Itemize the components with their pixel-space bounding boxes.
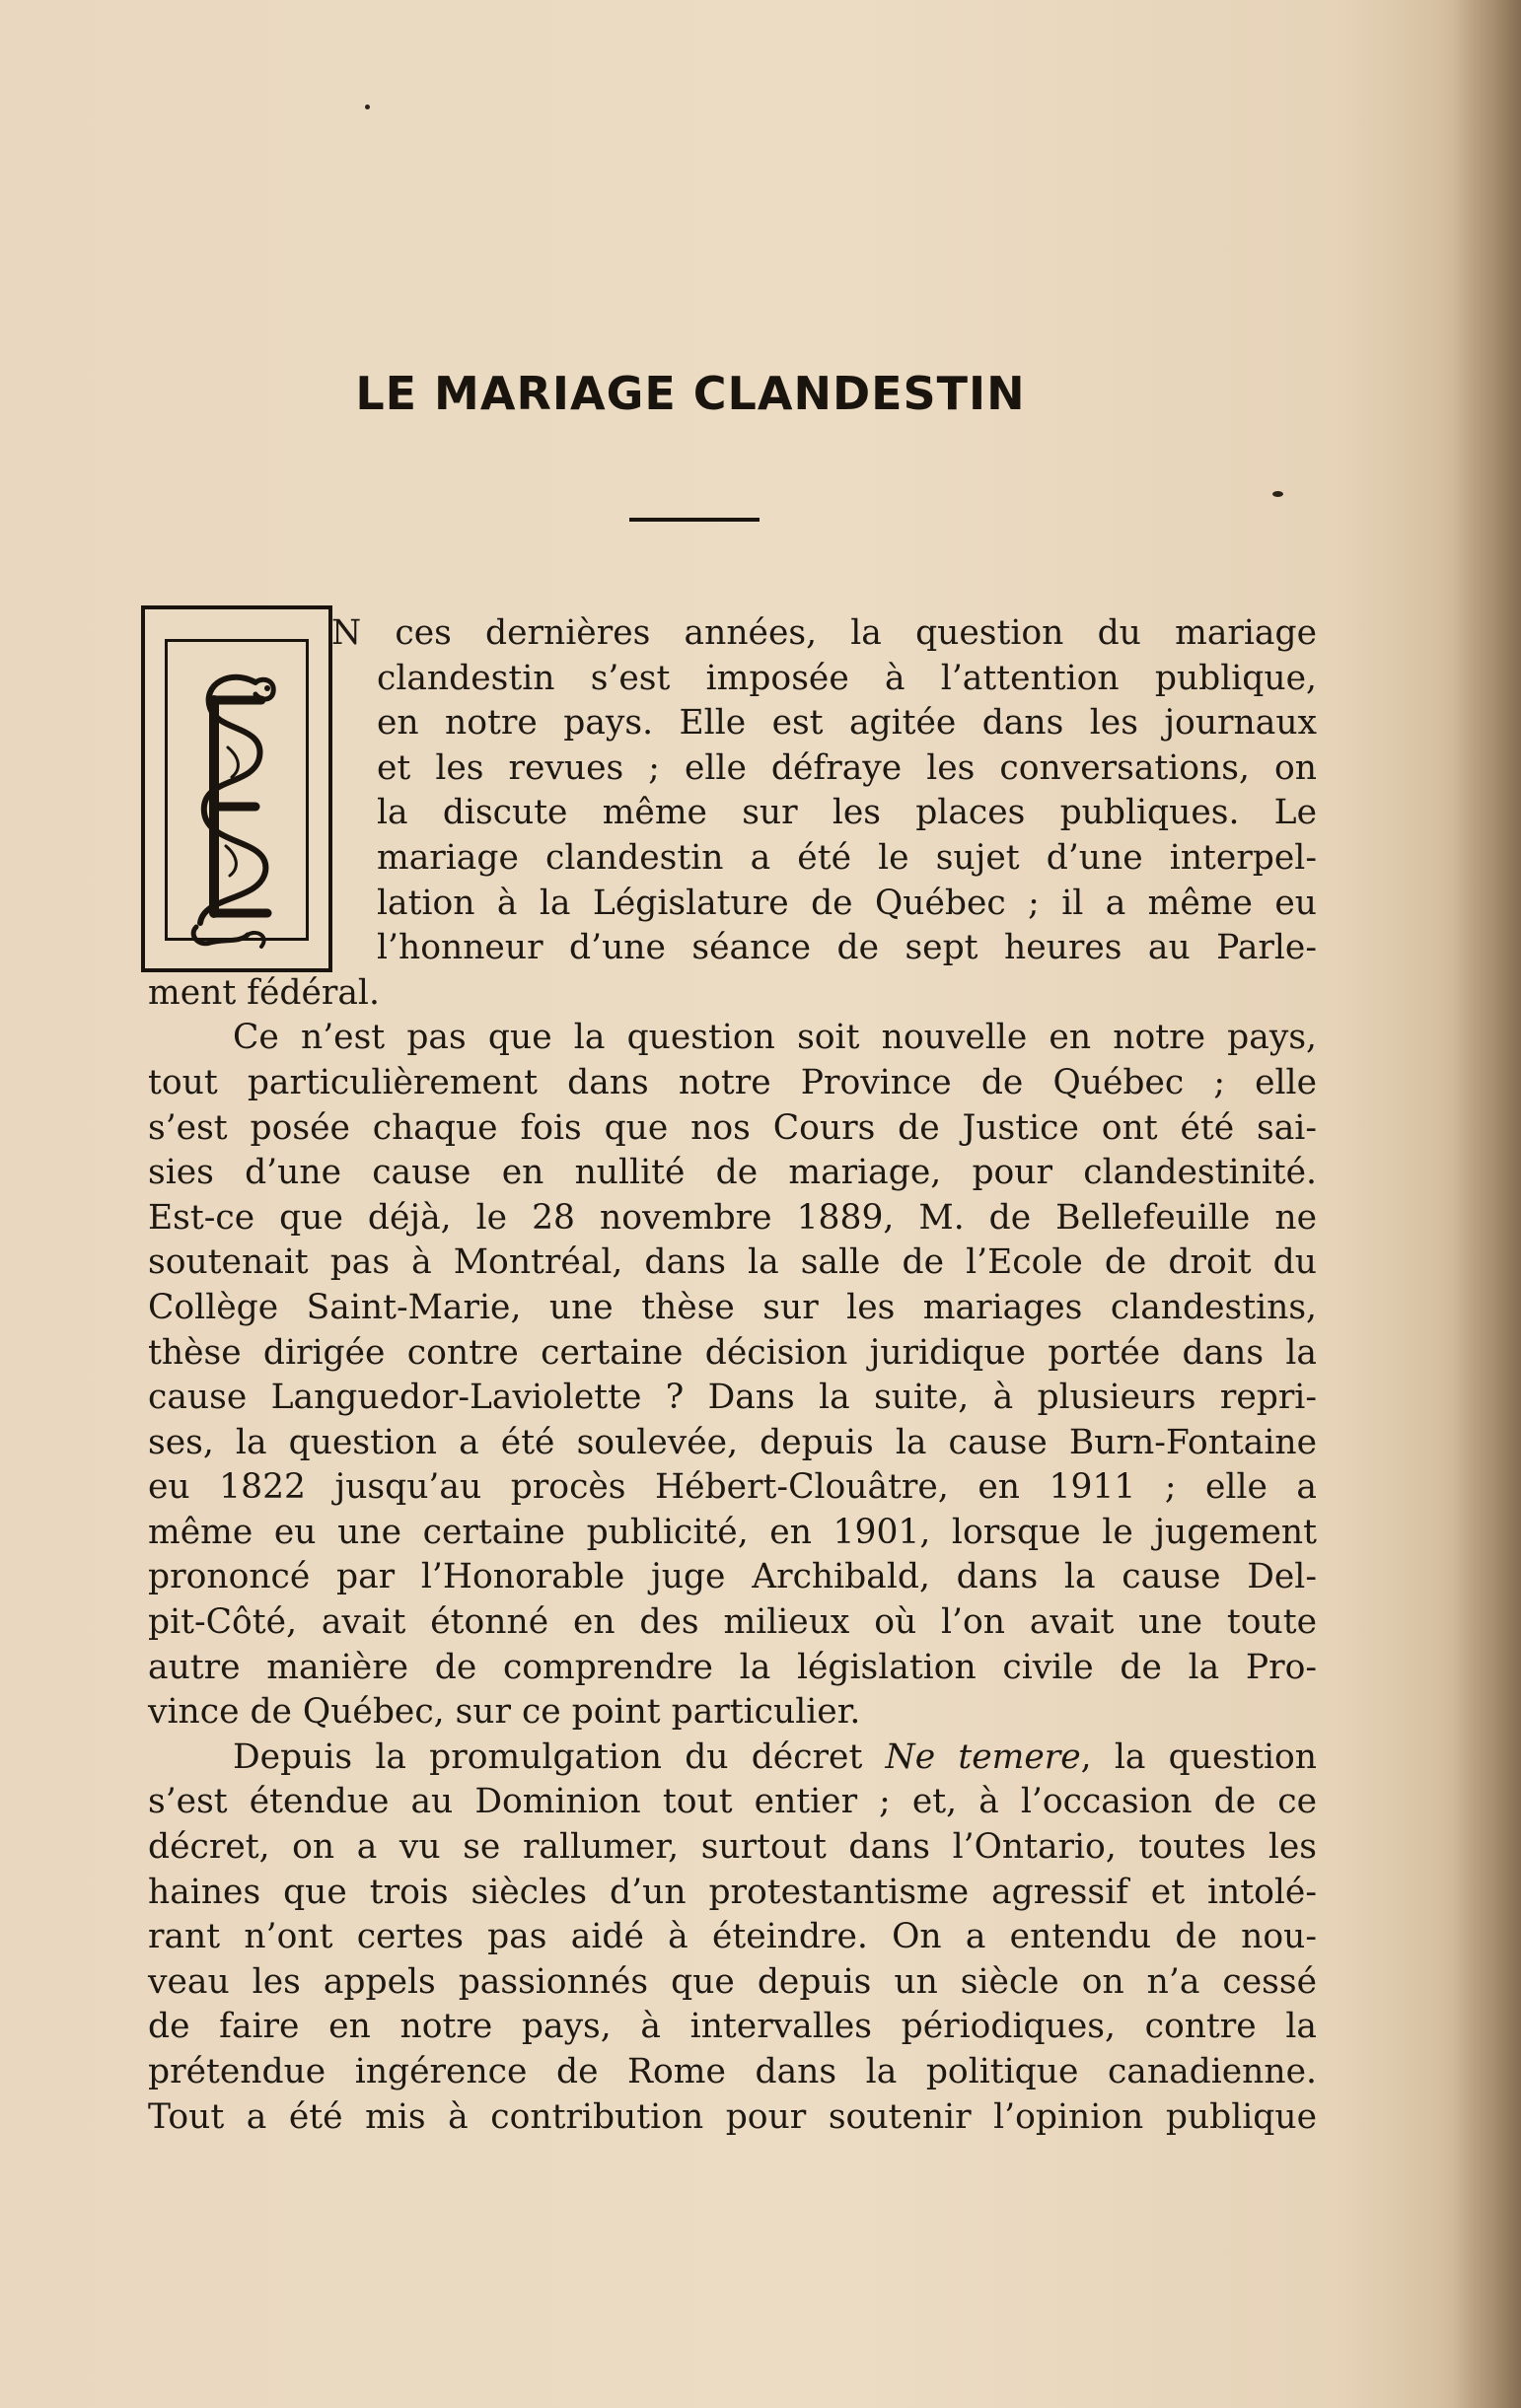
text-line: s’est étendue au Dominion tout entier ; et, à l’occasion de ce: [148, 1782, 1317, 1822]
text-line: Ce n’est pas que la question soit nouvelle en notre pays,: [233, 1018, 1317, 1058]
text-line: de faire en notre pays, à intervalles périodiques, contre la: [148, 2007, 1317, 2047]
text-line: Est-ce que déjà, le 28 novembre 1889, M. de Bellefeuille ne: [148, 1197, 1317, 1238]
paragraph-3: [148, 1735, 1317, 2140]
ink-speck: [1272, 491, 1283, 497]
text-line: la discute même sur les places publiques. Le: [377, 793, 1317, 833]
paragraph-1: [148, 611, 1317, 1016]
text-line: [148, 1735, 1317, 1781]
text-line: pit-Côté, avait étonné en des milieux où l’on avait une toute: [148, 1602, 1317, 1643]
text-span: Depuis la promulgation du décret: [233, 1736, 886, 1777]
paragraph-2: [148, 1016, 1317, 1735]
text-line: haines que trois siècles d’un protestantisme agressif et intolé-: [148, 1872, 1317, 1912]
text-line: ses, la question a été soulevée, depuis la cause Burn-Fontaine: [148, 1422, 1317, 1462]
decree-title: Ne temere: [885, 1736, 1081, 1777]
text-line: Collège Saint-Marie, une thèse sur les mariages clandestins,: [148, 1287, 1317, 1327]
title-rule: [629, 518, 760, 522]
body-text: [148, 611, 1317, 2140]
page-title: LE MARIAGE CLANDESTIN: [355, 367, 1026, 420]
text-line: et les revues ; elle défraye les conversations, on: [377, 747, 1317, 788]
text-line: prétendue ingérence de Rome dans la politique canadienne.: [148, 2052, 1317, 2091]
text-line: sies d’une cause en nullité de mariage, pour clandestinité.: [148, 1153, 1317, 1193]
text-line: Tout a été mis à contribution pour soutenir l’opinion publique: [148, 2096, 1317, 2137]
text-line: mariage clandestin a été le sujet d’une interpel-: [377, 837, 1317, 878]
text-line: tout particulièrement dans notre Province de Québec ; elle: [148, 1062, 1317, 1102]
text-line: veau les appels passionnés que depuis un siècle on n’a cessé: [148, 1961, 1317, 2002]
ink-speck: [365, 105, 370, 109]
text-line: autre manière de comprendre la législation civile de la Pro-: [148, 1647, 1317, 1687]
text-line: N ces dernières années, la question du mariage: [331, 613, 1317, 653]
text-line: s’est posée chaque fois que nos Cours de Justice ont été sai-: [148, 1107, 1317, 1148]
text-line: clandestin s’est imposée à l’attention publique,: [377, 658, 1317, 698]
text-line: cause Languedor-Laviolette ? Dans la suite, à plusieurs repri-: [148, 1378, 1317, 1418]
text-line: même eu une certaine publicité, en 1901, lorsque le jugement: [148, 1512, 1317, 1552]
text-line: décret, on a vu se rallumer, surtout dans l’Ontario, toutes les: [148, 1827, 1317, 1868]
text-line: prononcé par l’Honorable juge Archibald, dans la cause Del-: [148, 1557, 1317, 1597]
text-span: , la question: [1080, 1736, 1317, 1777]
text-line: ment fédéral.: [148, 972, 380, 1013]
text-line: lation à la Législature de Québec ; il a même eu: [377, 883, 1317, 923]
text-line: soutenait pas à Montréal, dans la salle de l’Ecole de droit du: [148, 1242, 1317, 1283]
text-line: vince de Québec, sur ce point particulier.: [148, 1692, 861, 1733]
text-line: rant n’ont certes pas aidé à éteindre. On a entendu de nou-: [148, 1917, 1317, 1957]
text-line: eu 1822 jusqu’au procès Hébert-Clouâtre, en 1911 ; elle a: [148, 1467, 1317, 1508]
text-line: l’honneur d’une séance de sept heures au Parle-: [377, 928, 1317, 968]
page-edge-shadow: [1452, 0, 1521, 2408]
text-line: en notre pays. Elle est agitée dans les journaux: [377, 703, 1317, 744]
text-line: thèse dirigée contre certaine décision juridique portée dans la: [148, 1332, 1317, 1373]
